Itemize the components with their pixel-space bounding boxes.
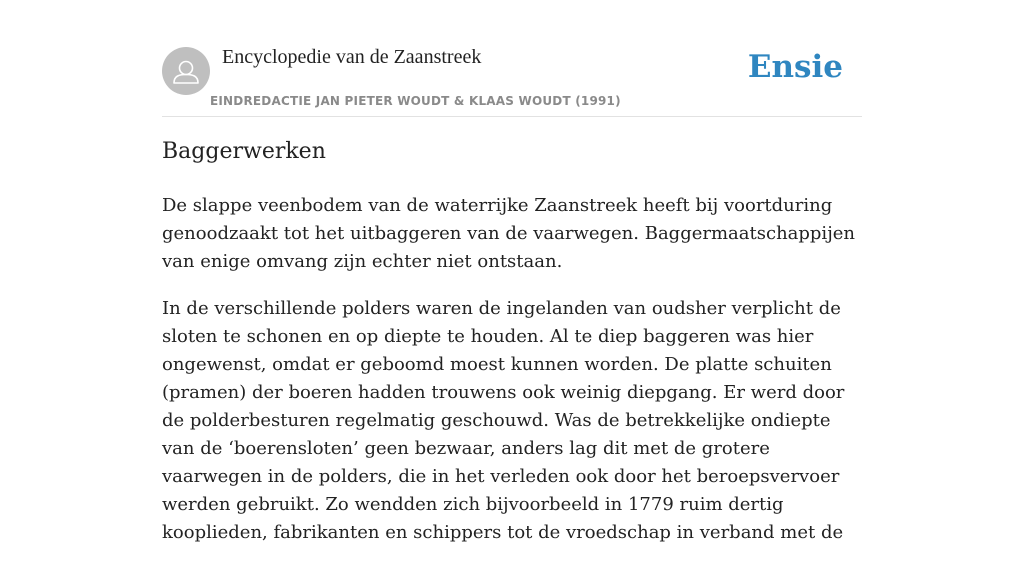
article-paragraph: De slappe veenbodem van de waterrijke Zaanstreek heeft bij voortduring genoodzaakt tot het uitbaggeren van de vaarwegen. Baggermaatschappijen van enige omvang zijn echter niet ontstaan. [162,195,856,272]
user-avatar-icon[interactable] [162,47,210,95]
article-paragraph: In de verschillende polders waren de ingelanden van oudsher verplicht de sloten te schonen en op diepte te houden. Al te diep baggeren was hier ongewenst, omdat er geboomd moest kunnen worden. De platte schuiten (pramen) der boeren hadden trouwens ook weinig diepgang. Er werd door de polderbesturen regelmatig geschouwd. Was de betrekkelijke ondiepte van de ‘boerensloten’ geen bezwaar, anders lag dit met de grotere vaarwegen in de polders, die in het verleden ook door het beroepsvervoer werden gebruikt. Zo wendden zich bijvoorbeeld in 1779 ruim dertig kooplieden, fabrikanten en schippers tot de vroedschap in verband met de [162,298,845,543]
ensie-logo[interactable]: Ensie [747,49,843,85]
user-avatar-svg [162,47,210,95]
article-body [162,192,864,566]
article-title: Baggerwerken [162,139,326,164]
site-title[interactable]: Encyclopedie van de Zaanstreek [222,46,482,68]
editorial-subtitle: EINDREDACTIE JAN PIETER WOUDT & KLAAS WOUDT (1991) [210,94,621,108]
header [162,46,862,117]
